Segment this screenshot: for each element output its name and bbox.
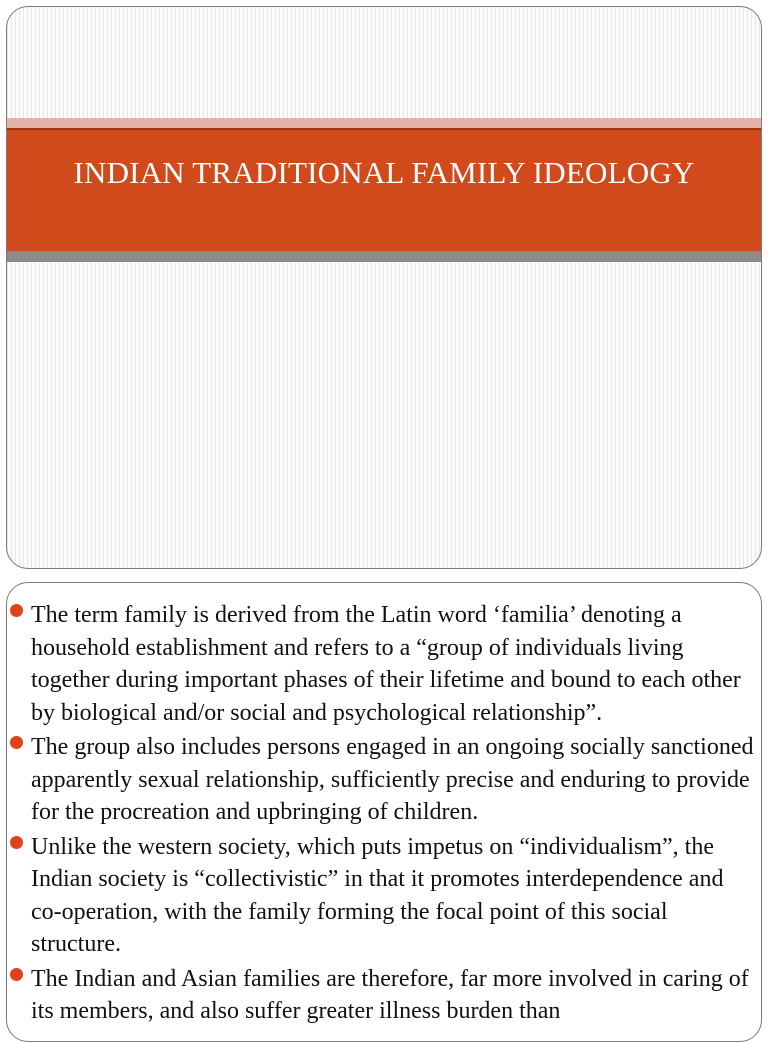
slide-title: INDIAN TRADITIONAL FAMILY IDEOLOGY bbox=[73, 155, 695, 190]
bullet-text: The group also includes persons engaged in an ongoing socially sanctioned apparently sexual relationship, sufficiently precise and enduring to provide for the procreation and upbringing of children. bbox=[31, 734, 754, 825]
bullet-dot-icon bbox=[10, 836, 23, 849]
title-band-top-stripe bbox=[7, 118, 761, 128]
content-slide bbox=[6, 582, 762, 1042]
bullet-dot-icon bbox=[10, 604, 23, 617]
bullet-dot-icon bbox=[10, 736, 23, 749]
bullet-dot-icon bbox=[10, 968, 23, 981]
list-item bbox=[7, 599, 761, 729]
bullet-text: The Indian and Asian families are therefore, far more involved in caring of its members, and also suffer greater illness burden than bbox=[31, 965, 749, 1024]
title-slide bbox=[6, 6, 762, 569]
bullet-text: Unlike the western society, which puts impetus on “individualism”, the Indian society is “collectivistic” in that it promotes interdependence and co-operation, with the family forming the focal point of this social structure. bbox=[31, 833, 724, 957]
list-item bbox=[7, 831, 761, 961]
bullet-list bbox=[7, 599, 761, 1030]
title-band bbox=[7, 128, 761, 253]
bullet-text: The term family is derived from the Latin word ‘familia’ denoting a household establishment and refers to a “group of individuals living together during important phases of their lifetime and bound to each other by biological and/or social and psychological relationship”. bbox=[31, 602, 741, 726]
list-item bbox=[7, 731, 761, 829]
title-band-bottom-stripe bbox=[7, 251, 761, 262]
list-item bbox=[7, 963, 761, 1028]
